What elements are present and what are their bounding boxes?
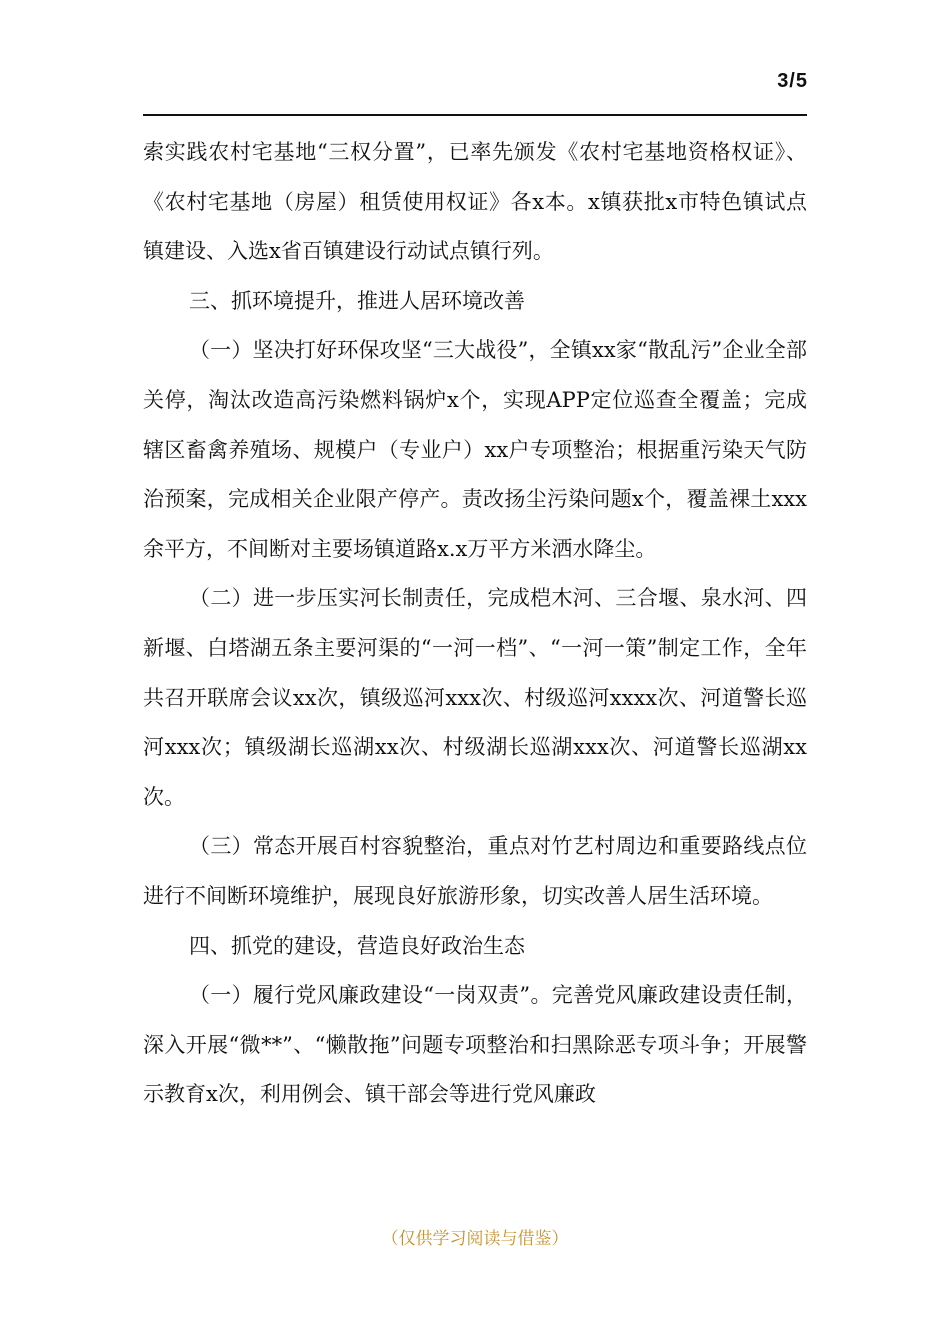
paragraph-continuation: 索实践农村宅基地“三权分置”，已率先颁发《农村宅基地资格权证》、《农村宅基地（房屋）租赁使用权证》各x本。x镇获批x市特色镇试点镇建设、入选x省百镇建设行动试点镇行列。 bbox=[143, 140, 807, 264]
section-heading-party-building: 四、抓党的建设，营造良好政治生态 bbox=[189, 933, 525, 958]
document-body bbox=[143, 128, 807, 1120]
paragraph-integrity-building: （一）履行党风廉政建设“一岗双责”。完善党风廉政建设责任制，深入开展“微**”、“懒散拖”问题专项整治和扫黑除恶专项斗争；开展警示教育x次，利用例会、镇干部会等进行党风廉政 bbox=[143, 983, 807, 1107]
paragraph-environmental-protection: （一）坚决打好环保攻坚“三大战役”，全镇xx家“散乱污”企业全部关停，淘汰改造高污染燃料锅炉x个，实现APP定位巡查全覆盖；完成辖区畜禽养殖场、规模户（专业户）xx户专项整治；根据重污染天气防治预案，完成相关企业限产停产。责改扬尘污染问题x个，覆盖裸土xxx余平方，不间断对主要场镇道路x.x万平方米洒水降尘。 bbox=[143, 338, 807, 561]
paragraph-river-chief: （二）进一步压实河长制责任，完成桤木河、三合堰、泉水河、四新堰、白塔湖五条主要河渠的“一河一档”、“一河一策”制定工作，全年共召开联席会议xx次，镇级巡河xxx次、村级巡河xxxx次、河道警长巡河xxx次；镇级湖长巡湖xx次、村级湖长巡湖xxx次、河道警长巡湖xx次。 bbox=[143, 586, 807, 809]
header-divider bbox=[143, 114, 807, 116]
section-heading-environment: 三、抓环境提升，推进人居环境改善 bbox=[189, 288, 525, 313]
footer-notice: （仅供学习阅读与借鉴） bbox=[381, 1229, 569, 1249]
page-number: 3/5 bbox=[777, 70, 808, 92]
paragraph-village-appearance: （三）常态开展百村容貌整治，重点对竹艺村周边和重要路线点位进行不间断环境维护，展现良好旅游形象，切实改善人居生活环境。 bbox=[143, 834, 807, 908]
